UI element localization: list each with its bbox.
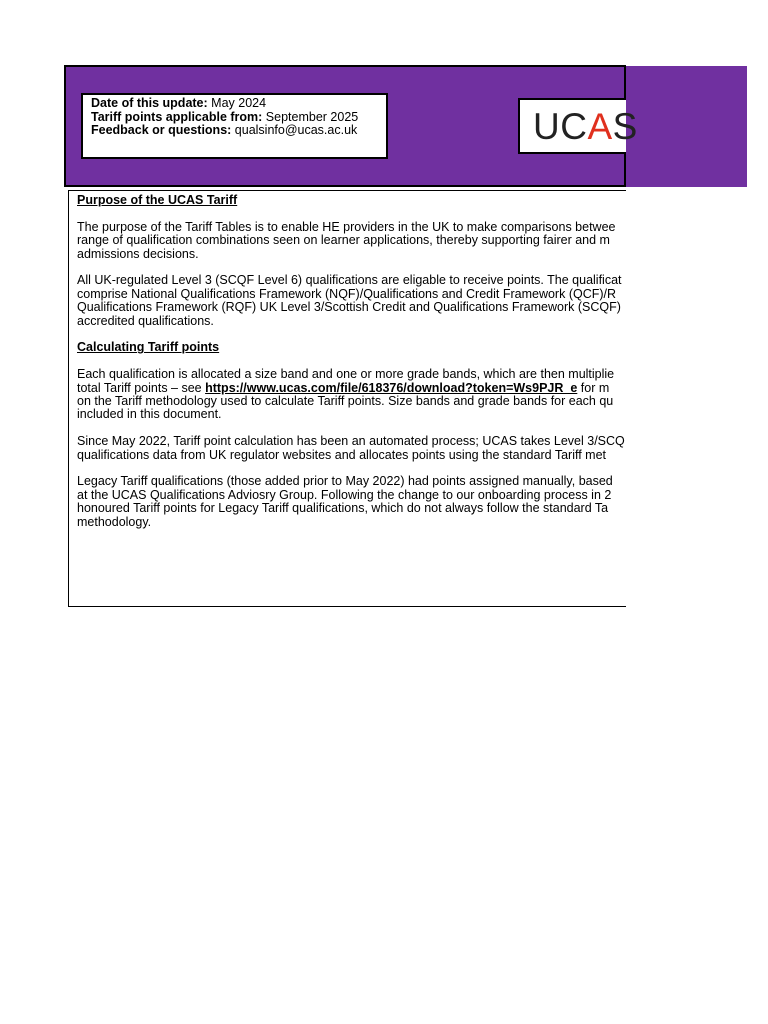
ucas-logo: [518, 98, 638, 154]
calculating-heading: Calculating Tariff points: [77, 340, 220, 355]
feedback-label: Feedback or questions:: [91, 123, 232, 137]
content-text: [77, 194, 677, 529]
calculating-paragraph-2: Since May 2022, Tariff point calculation has been an automated process; UCAS takes Level 3/SCQ qualifications data from UK regulator websites and allocates points using the standard Tariff met: [77, 434, 625, 462]
ucas-logo-wordmark: UCAS: [533, 106, 638, 147]
calculating-paragraph-3: Legacy Tariff qualifications (those added prior to May 2022) had points assigned manually, based at the UCAS Qualifications Adviosry Group. Following the change to our onboarding process in 2 honoured Tariff points for Legacy Tariff qualifications, which do not always follow the standard Ta methodology.: [77, 474, 613, 529]
purpose-paragraph-2: All UK-regulated Level 3 (SCQF Level 6) qualifications are eligable to receive points. The qualificat comprise National Qualifications Framework (NQF)/Qualifications and Credit Framework (QCF)/R Qualifications Framework (RQF) UK Level 3/Scottish Credit and Qualifications Framework (SCQF) accredited qualifications.: [77, 273, 622, 328]
calculating-paragraph-1: Each qualification is allocated a size band and one or more grade bands, which are then multiplie total Tariff points – see https://www.ucas.com/file/618376/download?token=Ws9PJR_e for m on the Tariff methodology used to calculate Tariff points. Size bands and grade bands for each qu included in this document.: [77, 367, 615, 422]
update-date-line: [91, 97, 378, 111]
update-date-label: Date of this update:: [91, 96, 208, 110]
purpose-paragraph-1: The purpose of the Tariff Tables is to enable HE providers in the UK to make comparisons betwee range of qualification combinations seen on learner applications, thereby supporting fairer and m admissions decisions.: [77, 219, 616, 261]
feedback-email[interactable]: qualsinfo@ucas.ac.uk: [234, 123, 358, 137]
purpose-heading: Purpose of the UCAS Tariff: [77, 193, 238, 207]
update-info-box: [81, 93, 388, 159]
applicable-from-line: [91, 111, 378, 125]
content-panel: [68, 190, 626, 607]
applicable-from-value: September 2025: [265, 109, 359, 124]
applicable-from-label: Tariff points applicable from:: [91, 109, 263, 124]
feedback-line: [91, 124, 378, 138]
update-date-value: May 2024: [211, 96, 267, 110]
header-banner-extension: [626, 66, 747, 187]
methodology-link[interactable]: https://www.ucas.com/file/618376/download?token=Ws9PJR_e: [205, 380, 578, 395]
